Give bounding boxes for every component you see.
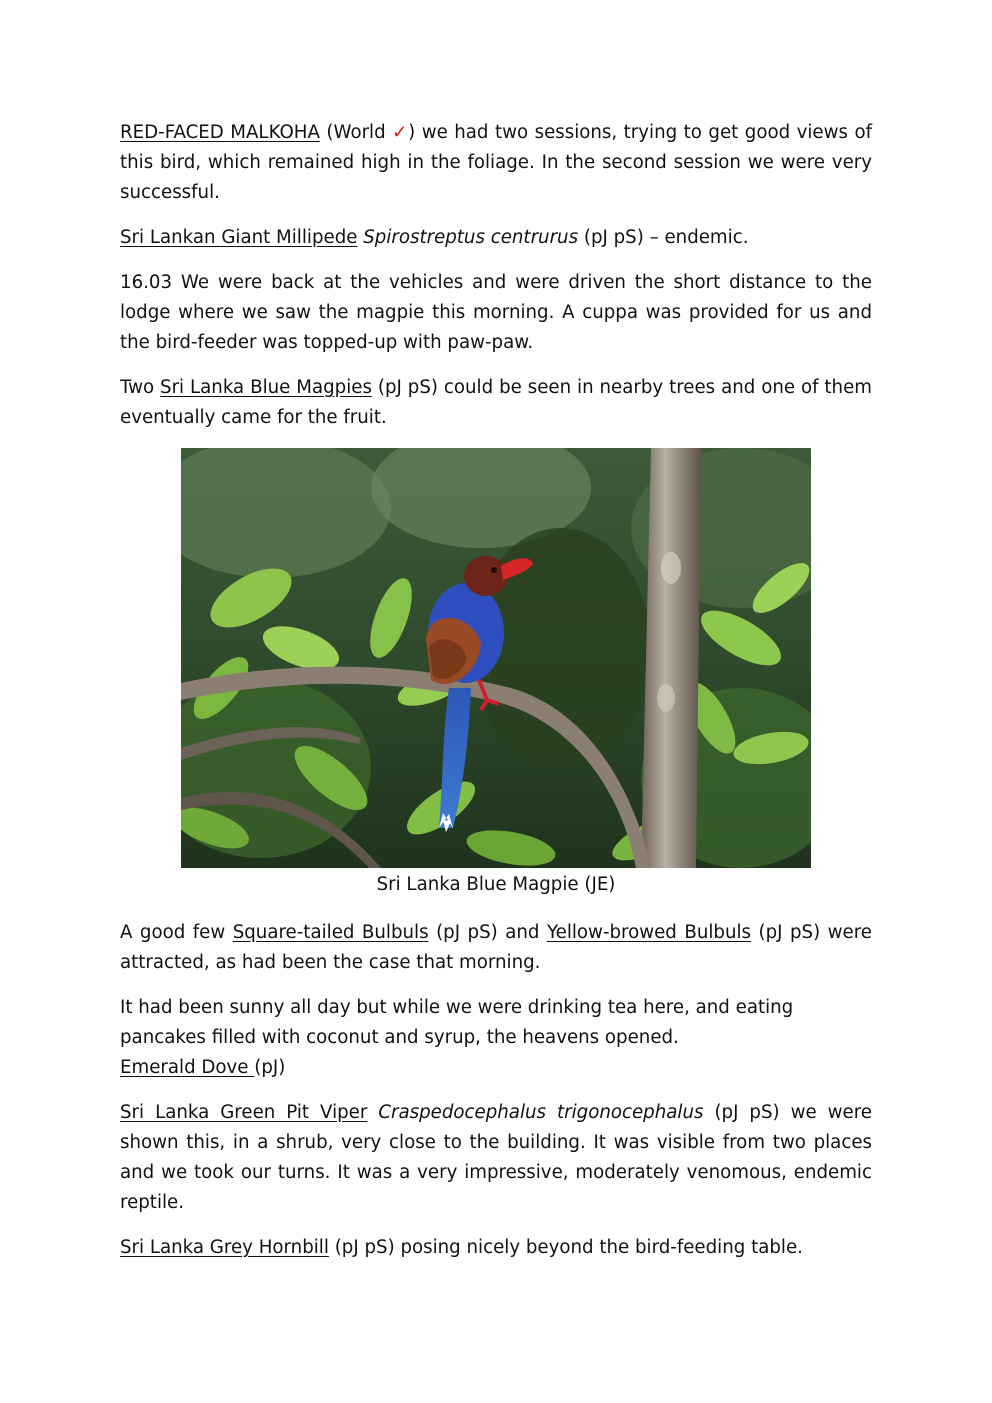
species-name: Sri Lankan Giant Millipede [120,227,358,248]
text-run: (pJ pS) we were shown this, in a shrub, very close to the building. It was visible from two places and we took our turns. It was a very impressive, moderately venomous, endemic reptile. [120,1102,872,1213]
text-run: (pJ pS) and [428,922,547,943]
species-name: Sri Lanka Green Pit Viper [120,1102,368,1123]
text-run [367,1102,378,1123]
text-run: Two [120,377,161,398]
text-run: (pJ) [254,1057,286,1078]
species-name: Yellow-browed Bulbuls [546,922,751,943]
species-name: RED-FACED MALKOHA [120,122,320,143]
text-run: (pJ pS) posing nicely beyond the bird-feeding table. [328,1237,803,1258]
figure [120,448,872,900]
paragraph-rain [120,993,872,1083]
species-name: Sri Lanka Blue Magpies [160,377,372,398]
paragraph-bulbuls [120,918,872,978]
paragraph-giant-millipede [120,223,872,253]
paragraph-vehicles: 16.03 We were back at the vehicles and were driven the short distance to the lodge where we saw the magpie this morning. A cuppa was provided for us and the bird-feeder was topped-up with paw-paw. [120,272,872,353]
latin-name: Spirostreptus centrurus [363,227,579,248]
figure-caption: Sri Lanka Blue Magpie (JE) [376,874,616,895]
document-page [120,118,872,1278]
latin-name: Craspedocephalus trigonocephalus [378,1102,704,1123]
paragraph-grey-hornbill [120,1233,872,1263]
checkmark-icon: ✓ [392,122,409,143]
paragraph-blue-magpies [120,373,872,433]
paragraph-pit-viper [120,1098,872,1218]
text-run: (pJ pS) could be seen in nearby trees and one of them eventually came for the fruit. [120,377,872,428]
text-run: (World [319,122,393,143]
text-run: A good few [120,922,233,943]
text-run: It had been sunny all day but while we were drinking tea here, and eating pancakes filled with coconut and syrup, the heavens opened. [120,997,794,1048]
text-run: (pJ pS) were attracted, as had been the case that morning. [120,922,872,973]
magpie-photo [181,448,811,868]
text-run: ) we had two sessions, trying to get good views of this bird, which remained high in the foliage. In the second session we were very successful. [120,122,872,203]
species-name: Square-tailed Bulbuls [232,922,429,943]
paragraph-red-faced-malkoha [120,118,872,208]
species-name: Sri Lanka Grey Hornbill [120,1237,329,1258]
text-run: (pJ pS) – endemic. [578,227,749,248]
species-name: Emerald Dove [120,1057,255,1078]
